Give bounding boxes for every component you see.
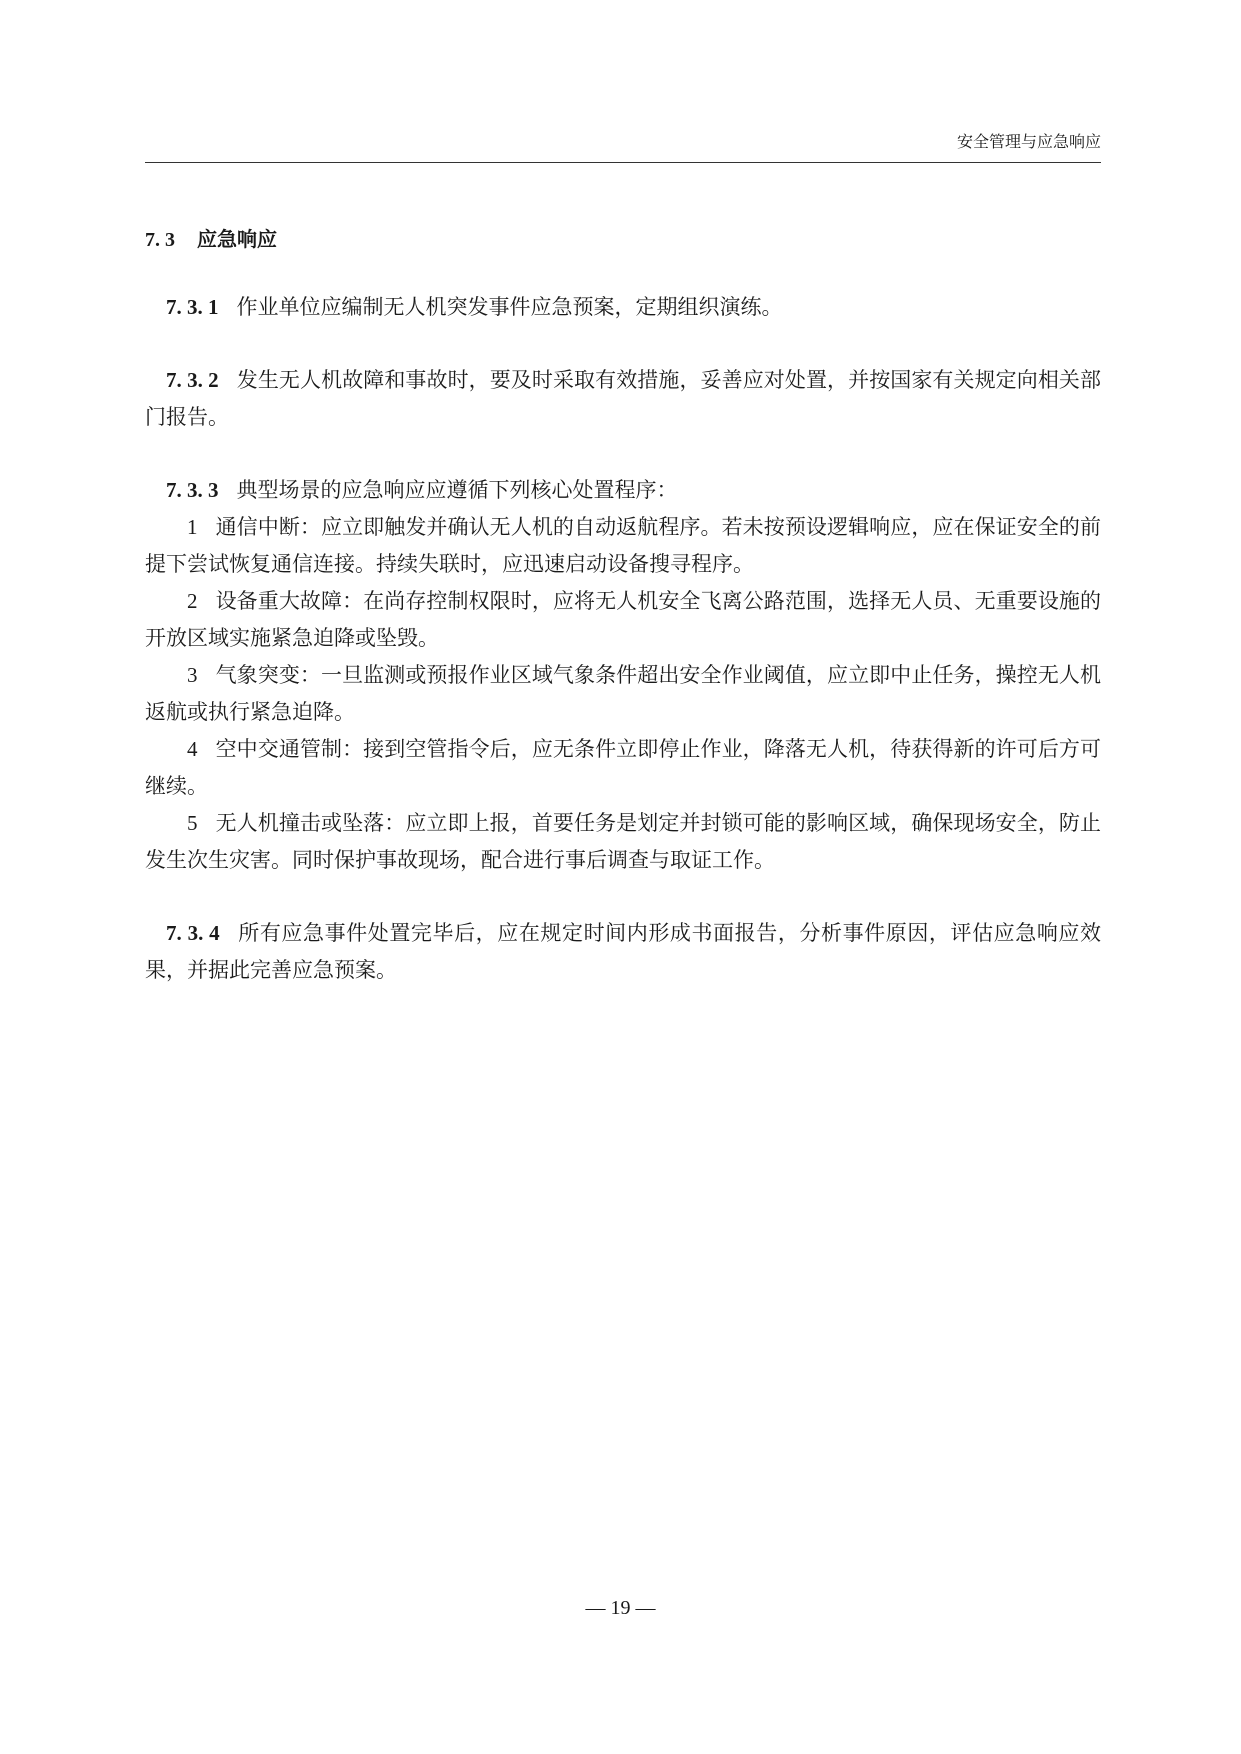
list-item-number: 2 xyxy=(187,589,198,613)
clause-7-3-4 xyxy=(145,915,1101,989)
section-title: 应急响应 xyxy=(197,227,277,251)
list-item-number: 4 xyxy=(187,737,198,761)
clause-7-3-3 xyxy=(145,472,1101,509)
section-number: 7. 3 xyxy=(145,229,175,251)
clause-number: 7. 3. 3 xyxy=(166,478,219,502)
list-item xyxy=(145,805,1101,879)
running-header: 安全管理与应急响应 xyxy=(956,132,1101,151)
list-item-text: 设备重大故障：在尚存控制权限时，应将无人机安全飞离公路范围，选择无人员、无重要设施的开放区域实施紧急迫降或坠毁。 xyxy=(145,589,1101,650)
clause-text: 典型场景的应急响应应遵循下列核心处置程序： xyxy=(236,478,678,502)
clause-text: 作业单位应编制无人机突发事件应急预案，定期组织演练。 xyxy=(236,295,783,319)
header-rule xyxy=(145,162,1101,163)
clause-text: 发生无人机故障和事故时，要及时采取有效措施，妥善应对处置，并按国家有关规定向相关部门报告。 xyxy=(145,368,1102,429)
page-body xyxy=(145,224,1101,989)
clause-7-3-1 xyxy=(145,289,1101,326)
list-item-text: 通信中断：应立即触发并确认无人机的自动返航程序。若未按预设逻辑响应，应在保证安全的前提下尝试恢复通信连接。持续失联时，应迅速启动设备搜寻程序。 xyxy=(145,515,1101,576)
clause-number: 7. 3. 4 xyxy=(166,921,220,945)
list-item-text: 空中交通管制：接到空管指令后，应无条件立即停止作业，降落无人机，待获得新的许可后方可继续。 xyxy=(145,737,1101,798)
clause-number: 7. 3. 2 xyxy=(166,368,219,392)
list-item-number: 5 xyxy=(187,811,198,835)
list-item xyxy=(145,583,1101,657)
list-item-text: 无人机撞击或坠落：应立即上报，首要任务是划定并封锁可能的影响区域，确保现场安全，防止发生次生灾害。同时保护事故现场，配合进行事后调查与取证工作。 xyxy=(145,811,1101,872)
page-number: — 19 — xyxy=(585,1597,656,1619)
list-item-number: 3 xyxy=(187,663,198,687)
list-item xyxy=(145,657,1101,731)
clause-text: 所有应急事件处置完毕后，应在规定时间内形成书面报告，分析事件原因，评估应急响应效果，并据此完善应急预案。 xyxy=(145,921,1102,982)
clause-number: 7. 3. 1 xyxy=(166,295,219,319)
clause-7-3-2 xyxy=(145,362,1101,436)
list-item-number: 1 xyxy=(187,515,198,539)
list-item xyxy=(145,731,1101,805)
list-item-text: 气象突变：一旦监测或预报作业区域气象条件超出安全作业阈值，应立即中止任务，操控无人机返航或执行紧急迫降。 xyxy=(145,663,1101,724)
list-item xyxy=(145,509,1101,583)
section-heading xyxy=(145,224,1101,255)
